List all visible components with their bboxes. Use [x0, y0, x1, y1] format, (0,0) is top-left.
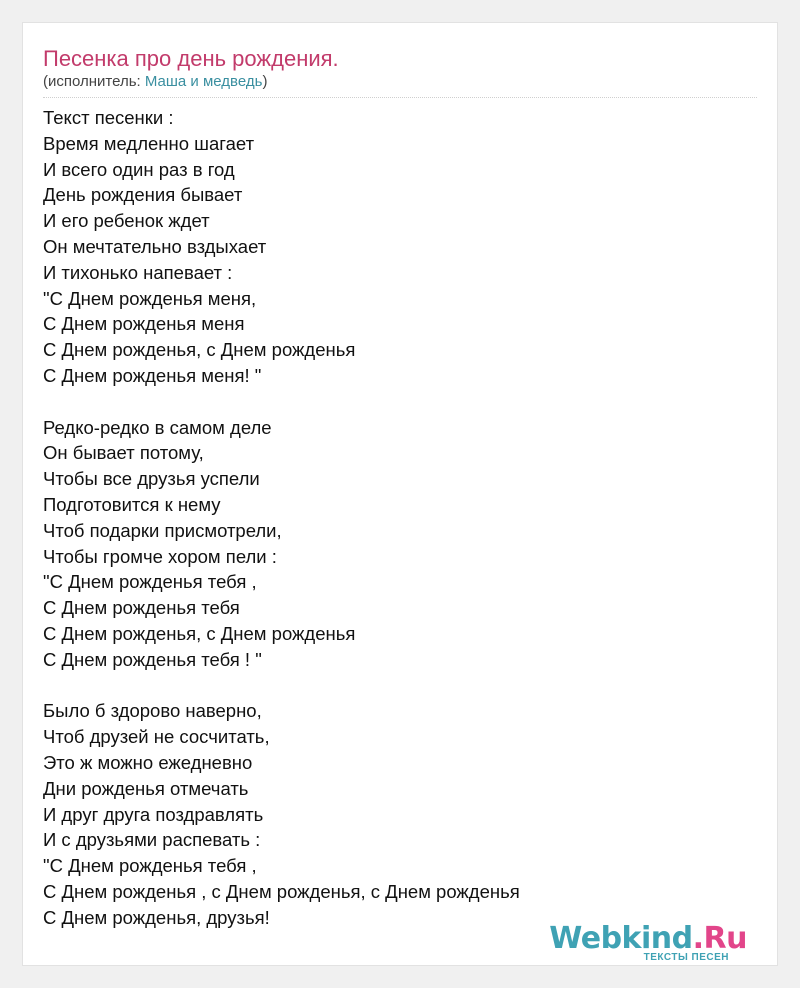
webkind-logo[interactable]: [549, 923, 747, 963]
lyric-line: Чтобы все друзья успели: [43, 468, 260, 490]
lyric-line: И с друзьями распевать :: [43, 829, 261, 851]
lyric-line: С Днем рожденья , с Днем рожденья, с Днем рожденья: [43, 880, 520, 902]
lyric-line: И его ребенок ждет: [43, 210, 210, 232]
lyric-line: И всего один раз в год: [43, 158, 235, 180]
lyric-line: Чтоб друзей не сосчитать,: [43, 726, 270, 748]
lyric-line: "С Днем рожденья тебя ,: [43, 855, 257, 877]
lyric-line: Чтобы громче хором пели :: [43, 545, 277, 567]
lyric-line: Он бывает потому,: [43, 442, 204, 464]
logo-subtitle: ТЕКСТЫ ПЕСЕН: [643, 952, 729, 963]
lyric-line: И друг друга поздравлять: [43, 803, 264, 825]
lyric-line: Подготовится к нему: [43, 493, 221, 515]
lyrics-intro: Текст песенки :: [43, 107, 174, 128]
lyric-line: С Днем рожденья, с Днем рожденья: [43, 339, 356, 361]
logo-brand: Webkind: [549, 921, 693, 956]
lyric-line: С Днем рожденья, друзья!: [43, 906, 270, 928]
lyric-line: С Днем рожденья, с Днем рожденья: [43, 622, 356, 644]
lyric-line: С Днем рожденья меня! ": [43, 364, 262, 386]
lyric-line: Дни рожденья отмечать: [43, 777, 249, 799]
lyric-line: "С Днем рожденья тебя ,: [43, 571, 257, 593]
stanza-gap: [43, 673, 520, 699]
lyric-line: Было б здорово наверно,: [43, 700, 262, 722]
lyrics-text: [43, 105, 520, 931]
lyric-line: С Днем рожденья меня: [43, 313, 245, 335]
lyric-line: День рождения бывает: [43, 184, 243, 206]
performer-line: [43, 73, 267, 90]
lyric-line: С Днем рожденья тебя ! ": [43, 648, 262, 670]
lyric-line: Это ж можно ежедневно: [43, 751, 253, 773]
lyric-line: Время медленно шагает: [43, 132, 255, 154]
header-divider: [43, 97, 757, 98]
stanza-gap: [43, 389, 520, 415]
lyric-line: Чтоб подарки присмотрели,: [43, 519, 282, 541]
lyric-line: И тихонько напевает :: [43, 261, 233, 283]
performer-suffix: ): [262, 73, 268, 90]
performer-prefix: (исполнитель:: [43, 73, 145, 90]
lyric-line: С Днем рожденья тебя: [43, 597, 240, 619]
song-title: Песенка про день рождения.: [43, 46, 339, 71]
lyrics-card: [22, 22, 778, 966]
lyric-line: Он мечтательно вздыхает: [43, 235, 267, 257]
lyric-line: Редко-редко в самом деле: [43, 416, 272, 438]
performer-link[interactable]: Маша и медведь: [144, 73, 263, 90]
logo-tld: .Ru: [692, 921, 747, 956]
lyric-line: "С Днем рожденья меня,: [43, 287, 257, 309]
